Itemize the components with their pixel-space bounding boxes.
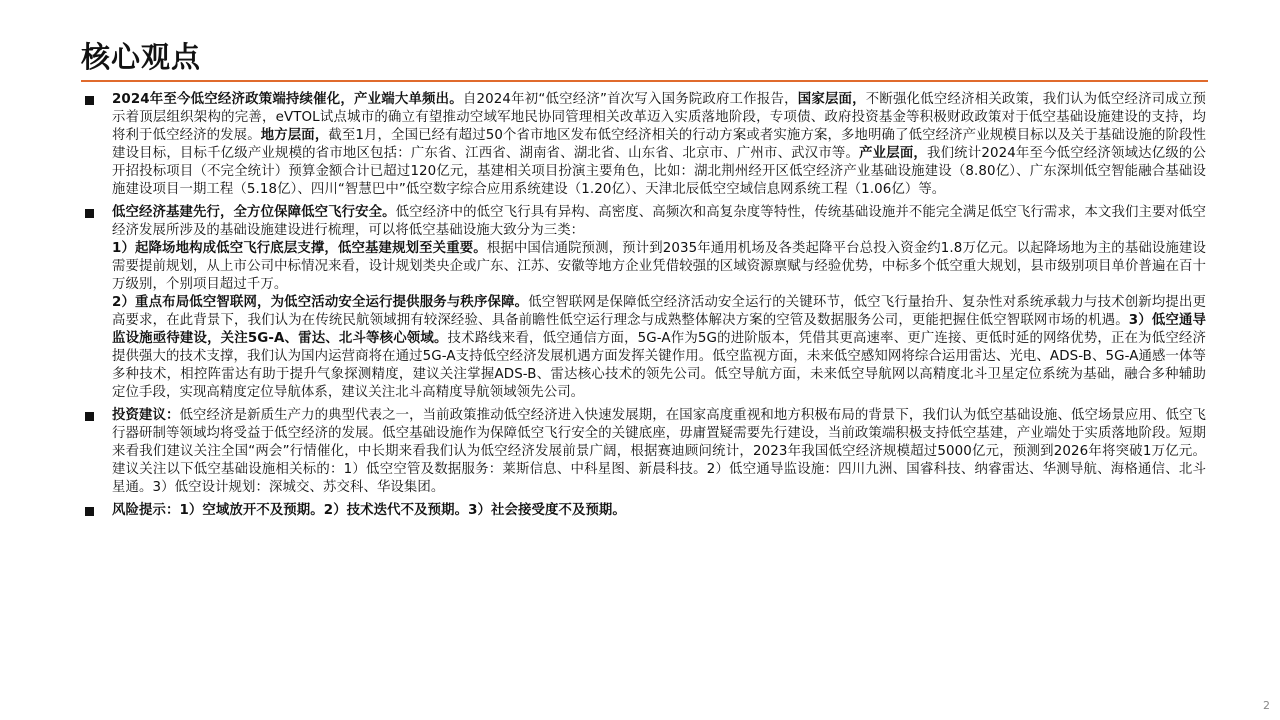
- text-segment: 产业层面，: [859, 146, 928, 161]
- square-bullet-icon: [85, 209, 94, 218]
- bullet-item-risk: [84, 502, 1206, 520]
- bullet-item-infrastructure: [84, 204, 1206, 402]
- text-segment: 根据中国信通院预测，预计到2035年通用机场及各类起降平台总投入资金约1.8万亿元。以起降场地为主的基础设施建设需要提前规划，从上市公司中标情况来看，设计规划类央企或广东、江苏、安徽等地方企业凭借较强的区域资源禀赋与经验优势，中标多个低空重大规划，县市级别项目单价普遍在百十万级别，个别项目超过千万。: [112, 241, 1206, 292]
- text-segment: 自2024年初“低空经济”首次写入国务院政府工作报告，: [462, 92, 798, 107]
- text-segment: 不断强化低空经济相关政策，我们认为低空经济司成立预示着顶层组织架构的完善，eVTOL试点城市的确立有望推动空域军地民协同管理相关改革迈入实质落地阶段，专项债、政府投资基金等积极财政政策对于低空基础设施建设的支持，均将利于低空经济的发展。: [112, 92, 1207, 143]
- text-segment: 低空经济基建先行，全方位保障低空飞行安全。: [112, 205, 396, 220]
- text-segment: 低空智联网是保障低空经济活动安全运行的关键环节，低空飞行量抬升、复杂性对系统承载力与技术创新均提出更高要求，在此背景下，我们认为在传统民航领域拥有较深经验、具备前瞻性低空运行理念与成熟整体解决方案的空管及数据服务公司，更能把握住低空智联网市场的机遇。: [112, 295, 1206, 328]
- text-segment: 低空经济是新质生产力的典型代表之一，当前政策推动低空经济进入快速发展期，在国家高度重视和地方积极布局的背景下，我们认为低空基础设施、低空场景应用、低空飞行器研制等领域均将受益于低空经济的发展。低空基础设施作为保障低空飞行安全的关键底座，毋庸置疑需要先行建设，当前政策端积极支持低空基建，产业端处于实质落地阶段。短期来看我们建议关注全国“两会”行情催化，中长期来看我们认为低空经济发展前景广阔，根据赛迪顾问统计，2023年我国低空经济规模超过5000亿元，预测到2026年将突破1万亿元。建议关注以下低空基础设施相关标的：1）低空空管及数据服务：莱斯信息、中科星图、新晨科技。2）低空通导监设施：四川九洲、国睿科技、纳睿雷达、华测导航、海格通信、北斗星通。3）低空设计规划：深城交、苏交科、华设集团。: [112, 408, 1207, 495]
- bullet-item-policy: [84, 91, 1206, 199]
- text-segment: 国家层面，: [797, 92, 866, 107]
- page-number: 2: [1263, 699, 1270, 712]
- title-underline: [81, 80, 1208, 82]
- text-segment: 地方层面，: [260, 128, 329, 143]
- text-segment: 2024年至今低空经济政策端持续催化，产业端大单频出。: [112, 92, 463, 107]
- text-segment: 3）低空通导监设施亟待建设，关注5G-A、雷达、北斗等核心领域。: [112, 313, 1207, 346]
- bullet-item-investment: [84, 407, 1206, 497]
- bullet-list: [84, 91, 1206, 525]
- page-title: 核心观点: [81, 40, 202, 74]
- square-bullet-icon: [85, 412, 94, 421]
- text-segment: 截至1月，全国已经有超过50个省市地区发布低空经济相关的行动方案或者实施方案，多地明确了低空经济产业规模目标以及关于基础设施的阶段性建设目标，目标千亿级产业规模的省市地区包括：广东省、江西省、湖南省、湖北省、山东省、北京市、广州市、武汉市等。: [112, 128, 1207, 161]
- text-segment: 风险提示：1）空域放开不及预期。2）技术迭代不及预期。3）社会接受度不及预期。: [112, 503, 626, 518]
- text-segment: 低空经济中的低空飞行具有异构、高密度、高频次和高复杂度等特性，传统基础设施并不能完全满足低空飞行需求，本文我们主要对低空经济发展所涉及的基础设施建设进行梳理，可以将低空基础设施大致分为三类：: [112, 205, 1206, 238]
- square-bullet-icon: [85, 507, 94, 516]
- text-segment: 投资建议：: [112, 408, 180, 423]
- square-bullet-icon: [85, 96, 94, 105]
- text-segment: 我们统计2024年至今低空经济领域达亿级的公开招投标项目（不完全统计）预算金额合计已超过120亿元，基建相关项目扮演主要角色，比如：湖北荆州经开区低空经济产业基础设施建设（8.80亿）、广东深圳低空智能融合基础设施建设项目一期工程（5.18亿）、四川“智慧巴中”低空数字综合应用系统建设（1.20亿）、天津北辰低空空域信息网系统工程（1.06亿）等。: [112, 146, 1206, 197]
- text-segment: 1）起降场地构成低空飞行底层支撑，低空基建规划至关重要。: [112, 241, 487, 256]
- text-segment: 2）重点布局低空智联网，为低空活动安全运行提供服务与秩序保障。: [112, 295, 529, 310]
- text-segment: 技术路线来看，低空通信方面，5G-A作为5G的进阶版本，凭借其更高速率、更广连接、更低时延的网络优势，正在为低空经济提供强大的技术支撑，我们认为国内运营商将在通过5G-A支持低空经济发展机遇方面发挥关键作用。低空监视方面，未来低空感知网将综合运用雷达、光电、ADS-B、5G-A通感一体等多种技术，相控阵雷达有助于提升气象探测精度，建议关注掌握ADS-B、雷达核心技术的领先公司。低空导航方面，未来低空导航网以高精度北斗卫星定位系统为基础，融合多种辅助定位手段，实现高精度定位导航体系，建议关注北斗高精度导航领域领先公司。: [112, 331, 1206, 400]
